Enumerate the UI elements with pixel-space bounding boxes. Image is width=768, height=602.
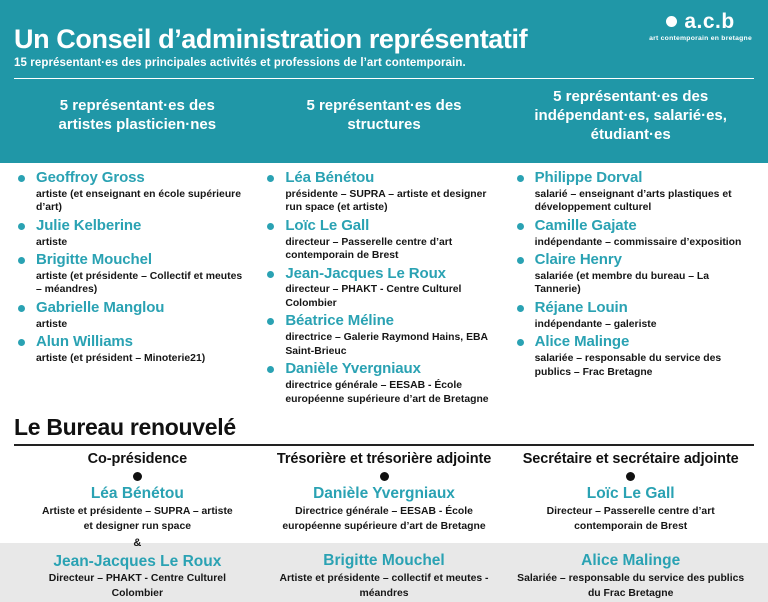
bureau-entry xyxy=(265,485,504,534)
member-role: artiste (et enseignant en école supérieure d’art) xyxy=(36,188,241,214)
column-heading-independants-text: 5 représentant·es des indépendant·es, salarié·es, étudiant·es xyxy=(534,87,727,143)
logo-dot-icon xyxy=(666,16,677,27)
members-column-artistes xyxy=(14,170,263,409)
bullet-icon xyxy=(18,175,25,182)
bureau-entry xyxy=(18,485,257,534)
list-item xyxy=(14,334,249,365)
list-item xyxy=(14,300,249,331)
bullet-icon xyxy=(517,339,524,346)
member-role: artiste (et président – Minoterie21) xyxy=(36,353,206,365)
bureau-member-name: Alice Malinge xyxy=(581,552,681,570)
column-heading-artistes-text: 5 représentant·es des artistes plasticien·nes xyxy=(58,97,217,134)
bureau-roles-row xyxy=(14,451,754,602)
bullet-icon xyxy=(18,339,25,346)
bureau-entry xyxy=(511,552,750,601)
bureau-member-desc: Artiste et présidente – SUPRA – artiste et designer run space xyxy=(41,505,233,532)
bureau-title: Le Bureau renouvelé xyxy=(14,414,236,441)
list-item xyxy=(263,218,498,263)
page-title: Un Conseil d’administration représentatif xyxy=(14,24,528,54)
members-column-structures xyxy=(263,170,512,409)
list-item xyxy=(513,334,748,379)
bullet-icon xyxy=(133,472,142,481)
member-name: Camille Gajate xyxy=(534,216,637,234)
bullet-icon xyxy=(517,175,524,182)
member-name: Gabrielle Manglou xyxy=(36,298,165,316)
bullet-icon xyxy=(517,305,524,312)
member-role: directeur – Passerelle centre d’art contemporain de Brest xyxy=(285,236,453,262)
bureau-entry xyxy=(511,485,750,534)
bureau-role-heading: Trésorière et trésorière adjointe xyxy=(276,451,492,468)
bureau-role-secretaire xyxy=(507,451,754,602)
bullet-icon xyxy=(626,472,635,481)
bureau-role-copresidence xyxy=(14,451,261,602)
member-name: Claire Henry xyxy=(534,251,622,269)
member-role: directrice générale – EESAB - École européenne supérieure d’art de Bretagne xyxy=(285,380,489,405)
member-name: Léa Bénétou xyxy=(285,169,375,186)
bureau-role-heading: Secrétaire et secrétaire adjointe xyxy=(522,451,739,468)
bureau-member-name: Léa Bénétou xyxy=(90,485,184,503)
member-name: Brigitte Mouchel xyxy=(36,251,152,269)
member-name: Béatrice Méline xyxy=(285,312,394,330)
logo-tagline: art contemporain en bretagne xyxy=(649,35,752,42)
bureau-section xyxy=(0,416,768,602)
column-heading-independants xyxy=(507,87,754,145)
bureau-member-desc: Directeur – PHAKT - Centre Culturel Colombier xyxy=(48,573,226,600)
member-role: artiste xyxy=(36,318,68,330)
column-heading-artistes xyxy=(14,96,261,134)
logo-row xyxy=(666,11,734,32)
member-name: Philippe Dorval xyxy=(534,169,643,186)
bureau-joiner: & xyxy=(133,537,142,550)
member-role: artiste xyxy=(36,236,68,248)
bullet-icon xyxy=(380,472,389,481)
list-item xyxy=(263,361,498,406)
bullet-icon xyxy=(267,318,274,325)
member-name: Jean-Jacques Le Roux xyxy=(285,264,446,282)
member-role: salariée – responsable du service des publics – Frac Bretagne xyxy=(534,353,722,378)
bureau-member-name: Danièle Yvergniaux xyxy=(313,485,455,503)
list-item xyxy=(513,170,748,215)
bureau-member-name: Brigitte Mouchel xyxy=(323,552,445,570)
list-item xyxy=(263,170,498,215)
bullet-icon xyxy=(267,366,274,373)
bureau-member-name: Jean-Jacques Le Roux xyxy=(53,552,222,570)
header-band xyxy=(0,0,768,163)
bureau-role-tresoriere xyxy=(261,451,508,602)
member-role: présidente – SUPRA – artiste et designer run space (et artiste) xyxy=(285,188,487,214)
logo-name: a.c.b xyxy=(684,10,735,33)
bullet-icon xyxy=(267,223,274,230)
bullet-icon xyxy=(267,271,274,278)
member-role: artiste (et présidente – Collectif et meutes – méandres) xyxy=(36,270,243,296)
bullet-icon xyxy=(517,257,524,264)
member-name: Julie Kelberine xyxy=(36,216,142,234)
bureau-joiner xyxy=(511,537,750,550)
list-item xyxy=(14,170,249,215)
bureau-entry xyxy=(265,552,504,601)
member-role: indépendante – galeriste xyxy=(534,318,657,330)
members-column-independants xyxy=(513,170,762,409)
list-item xyxy=(513,252,748,297)
bureau-joiner xyxy=(265,537,504,550)
bureau-entry xyxy=(18,553,257,602)
bureau-member-desc: Salariée – responsable du service des publics du Frac Bretagne xyxy=(517,573,745,600)
bureau-role-heading: Co-présidence xyxy=(87,451,188,468)
bullet-icon xyxy=(517,223,524,230)
bullet-icon xyxy=(18,305,25,312)
bureau-member-desc: Artiste et présidente – collectif et meutes - méandres xyxy=(279,573,489,600)
member-role: salarié – enseignant d’arts plastiques et développement culturel xyxy=(534,188,732,214)
bureau-divider xyxy=(14,444,754,446)
bureau-member-name: Loïc Le Gall xyxy=(586,485,675,503)
bureau-member-desc: Directrice générale – EESAB - École européenne supérieure d’art de Bretagne xyxy=(282,505,486,532)
page-subtitle: 15 représentant·es des principales activités et professions de l’art contemporain. xyxy=(14,57,466,70)
list-item xyxy=(14,252,249,297)
column-heading-structures-text: 5 représentant·es des structures xyxy=(306,97,462,134)
list-item xyxy=(513,300,748,331)
list-item xyxy=(263,266,498,311)
list-item xyxy=(14,218,249,249)
bureau-member-desc: Directeur – Passerelle centre d’art contemporain de Brest xyxy=(546,505,715,532)
list-item xyxy=(263,313,498,358)
member-role: directeur – PHAKT - Centre Culturel Colombier xyxy=(285,284,462,309)
bullet-icon xyxy=(18,257,25,264)
member-role: directrice – Galerie Raymond Hains, EBA Saint-Brieuc xyxy=(285,332,488,357)
column-heading-structures xyxy=(261,96,508,134)
acb-logo xyxy=(649,11,752,42)
member-name: Loïc Le Gall xyxy=(285,216,370,234)
member-name: Alice Malinge xyxy=(534,333,630,351)
members-section xyxy=(0,163,768,409)
member-role: salariée (et membre du bureau – La Tannerie) xyxy=(534,270,710,296)
list-item xyxy=(513,218,748,249)
bullet-icon xyxy=(267,175,274,182)
member-name: Geoffroy Gross xyxy=(36,169,145,186)
bullet-icon xyxy=(18,223,25,230)
member-name: Danièle Yvergniaux xyxy=(285,360,421,378)
column-headings-row xyxy=(14,79,754,151)
member-name: Alun Williams xyxy=(36,333,133,351)
member-role: indépendante – commissaire d’exposition xyxy=(534,236,742,248)
member-name: Réjane Louin xyxy=(534,298,628,316)
